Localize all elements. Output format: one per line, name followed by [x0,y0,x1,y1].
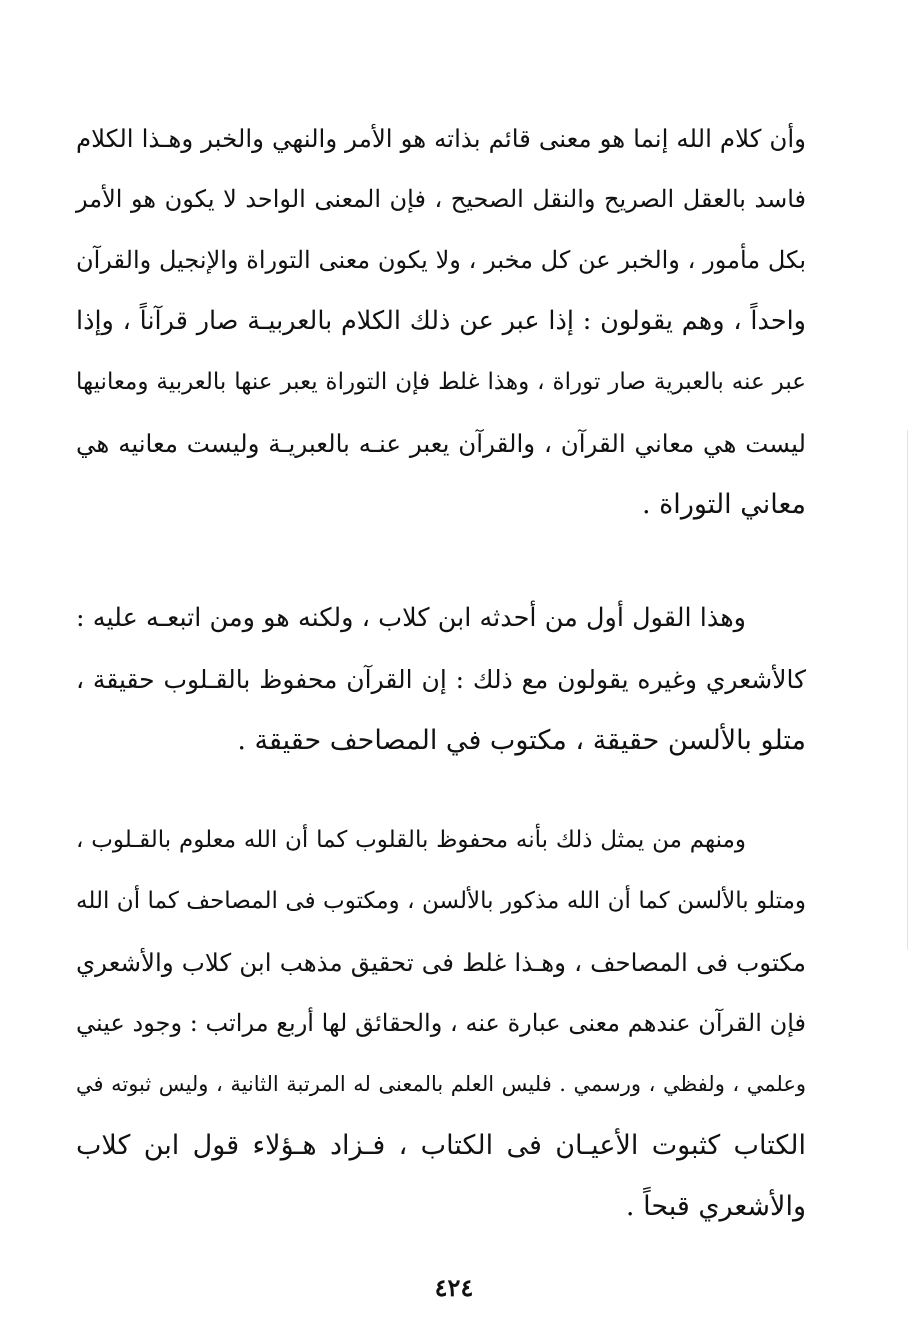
text-line: وهذا القول أول من أحدثه ابن كلاب ، ولكنه هو ومن اتبعـه عليه : [76,603,746,633]
text-line: والأشعري قبحاً . [625,1191,806,1222]
text-line: بكل مأمور ، والخبر عن كل مخبر ، ولا يكون معنى التوراة والإنجيل والقرآن [76,246,806,274]
page-number: ٤٢٤ [434,1273,474,1302]
text-line: ومنهم من يمثل ذلك بأنه محفوظ بالقلوب كما أن الله معلوم بالقـلوب ، [76,827,746,853]
text-line: كالأشعري وغيره يقولون مع ذلك : إن القرآن محفوظ بالقـلوب حقيقة ، [76,665,806,694]
text-line: الكتاب كثبوت الأعيـان فى الكتاب ، فـزاد هـؤلاء قول ابن كلاب [76,1130,806,1161]
text-line: ليست هي معاني القرآن ، والقرآن يعبر عنـه بالعبريـة وليست معانيه هي [76,429,806,458]
text-line: فإن القرآن عندهم معنى عبارة عنه ، والحقائق لها أربع مراتب : وجود عيني [76,1009,806,1037]
text-line: وعلمي ، ولفظي ، ورسمي . فليس العلم بالمعنى له المرتبة الثانية ، وليس ثبوته في [76,1072,806,1096]
text-line: معاني التوراة . [642,489,806,520]
text-line: ومتلو بالألسن كما أن الله مذكور بالألسن ، ومكتوب فى المصاحف كما أن الله [76,888,806,914]
paragraph-3 [76,810,806,1237]
text-line: واحداً ، وهم يقولون : إذا عبر عن ذلك الكلام بالعربيـة صار قرآناً ، وإذا [76,306,806,336]
paragraph-2 [76,588,806,771]
paragraph-1 [76,108,806,535]
text-line: عبر عنه بالعبرية صار توراة ، وهذا غلط فإن التوراة يعبر عنها بالعربية ومعانيها [76,369,806,395]
text-line: وأن كلام الله إنما هو معنى قائم بذاته هو الأمر والنهي والخبر وهـذا الكلام [76,124,806,153]
text-line: متلو بالألسن حقيقة ، مكتوب في المصاحف حقيقة . [237,725,806,756]
text-line: مكتوب فى المصاحف ، وهـذا غلط فى تحقيق مذهب ابن كلاب والأشعري [76,948,806,977]
text-line: فاسد بالعقل الصريح والنقل الصحيح ، فإن المعنى الواحد لا يكون هو الأمر [76,185,806,213]
